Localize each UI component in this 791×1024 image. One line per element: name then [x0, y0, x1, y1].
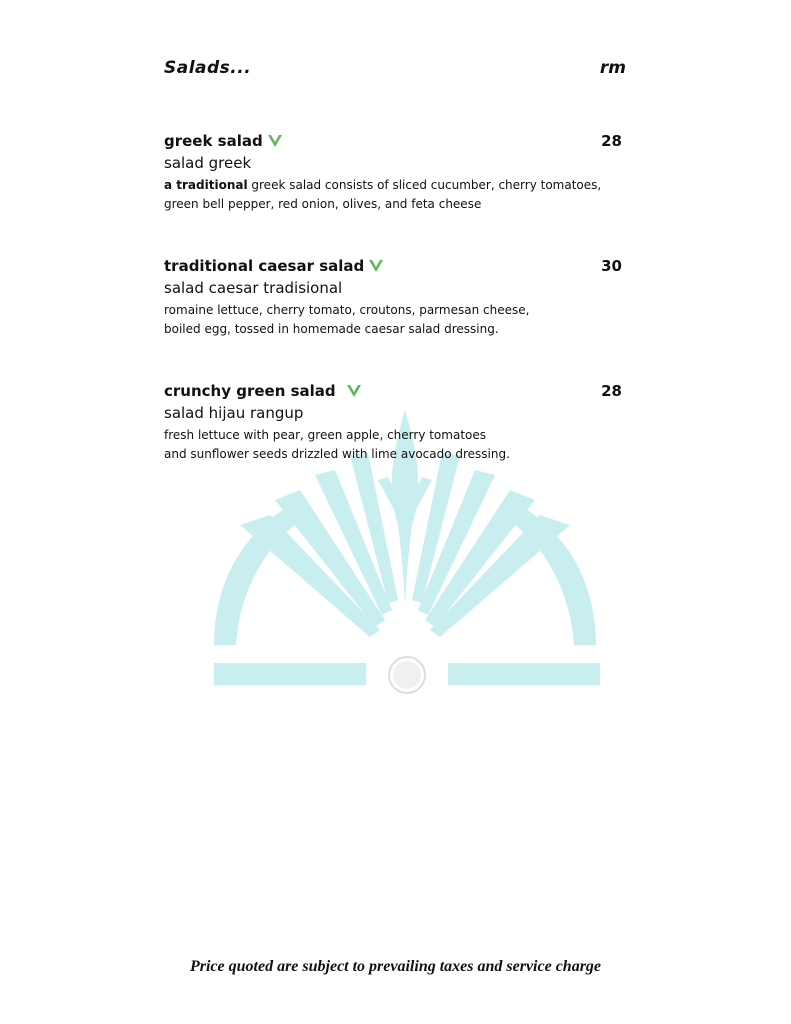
section-header [164, 58, 626, 82]
item-local-name: salad greek [164, 154, 252, 172]
item-price: 28 [601, 132, 622, 150]
item-description [164, 426, 626, 464]
item-description-line: green bell pepper, red onion, olives, and feta cheese [164, 197, 482, 211]
item-local-name: salad caesar tradisional [164, 279, 343, 297]
vegetarian-icon [267, 134, 283, 148]
menu-item [164, 380, 626, 464]
section-title: Salads... [164, 58, 252, 78]
item-local-name: salad hijau rangup [164, 404, 304, 422]
item-description-bold: a traditional [164, 178, 248, 192]
price-disclaimer: Price quoted are subject to prevailing taxes and service charge [189, 958, 602, 975]
menu-item [164, 130, 626, 214]
item-name: traditional caesar salad [164, 257, 365, 275]
item-description-line: fresh lettuce with pear, green apple, cherry tomatoes [164, 428, 487, 442]
item-price: 30 [601, 257, 622, 275]
item-description-line: greek salad consists of sliced cucumber, cherry tomatoes, [247, 178, 602, 192]
item-description [164, 301, 626, 339]
currency-label: rm [599, 58, 626, 78]
item-description-line: boiled egg, tossed in homemade caesar salad dressing. [164, 322, 499, 336]
vegetarian-icon [346, 384, 362, 398]
item-name: crunchy green salad [164, 382, 336, 400]
item-description [164, 176, 626, 214]
item-description-line: and sunflower seeds drizzled with lime avocado dressing. [164, 447, 510, 461]
vegetarian-icon [368, 259, 384, 273]
item-price: 28 [601, 382, 622, 400]
item-name: greek salad [164, 132, 263, 150]
item-description-line: romaine lettuce, cherry tomato, croutons, parmesan cheese, [164, 303, 530, 317]
menu-item [164, 255, 626, 339]
